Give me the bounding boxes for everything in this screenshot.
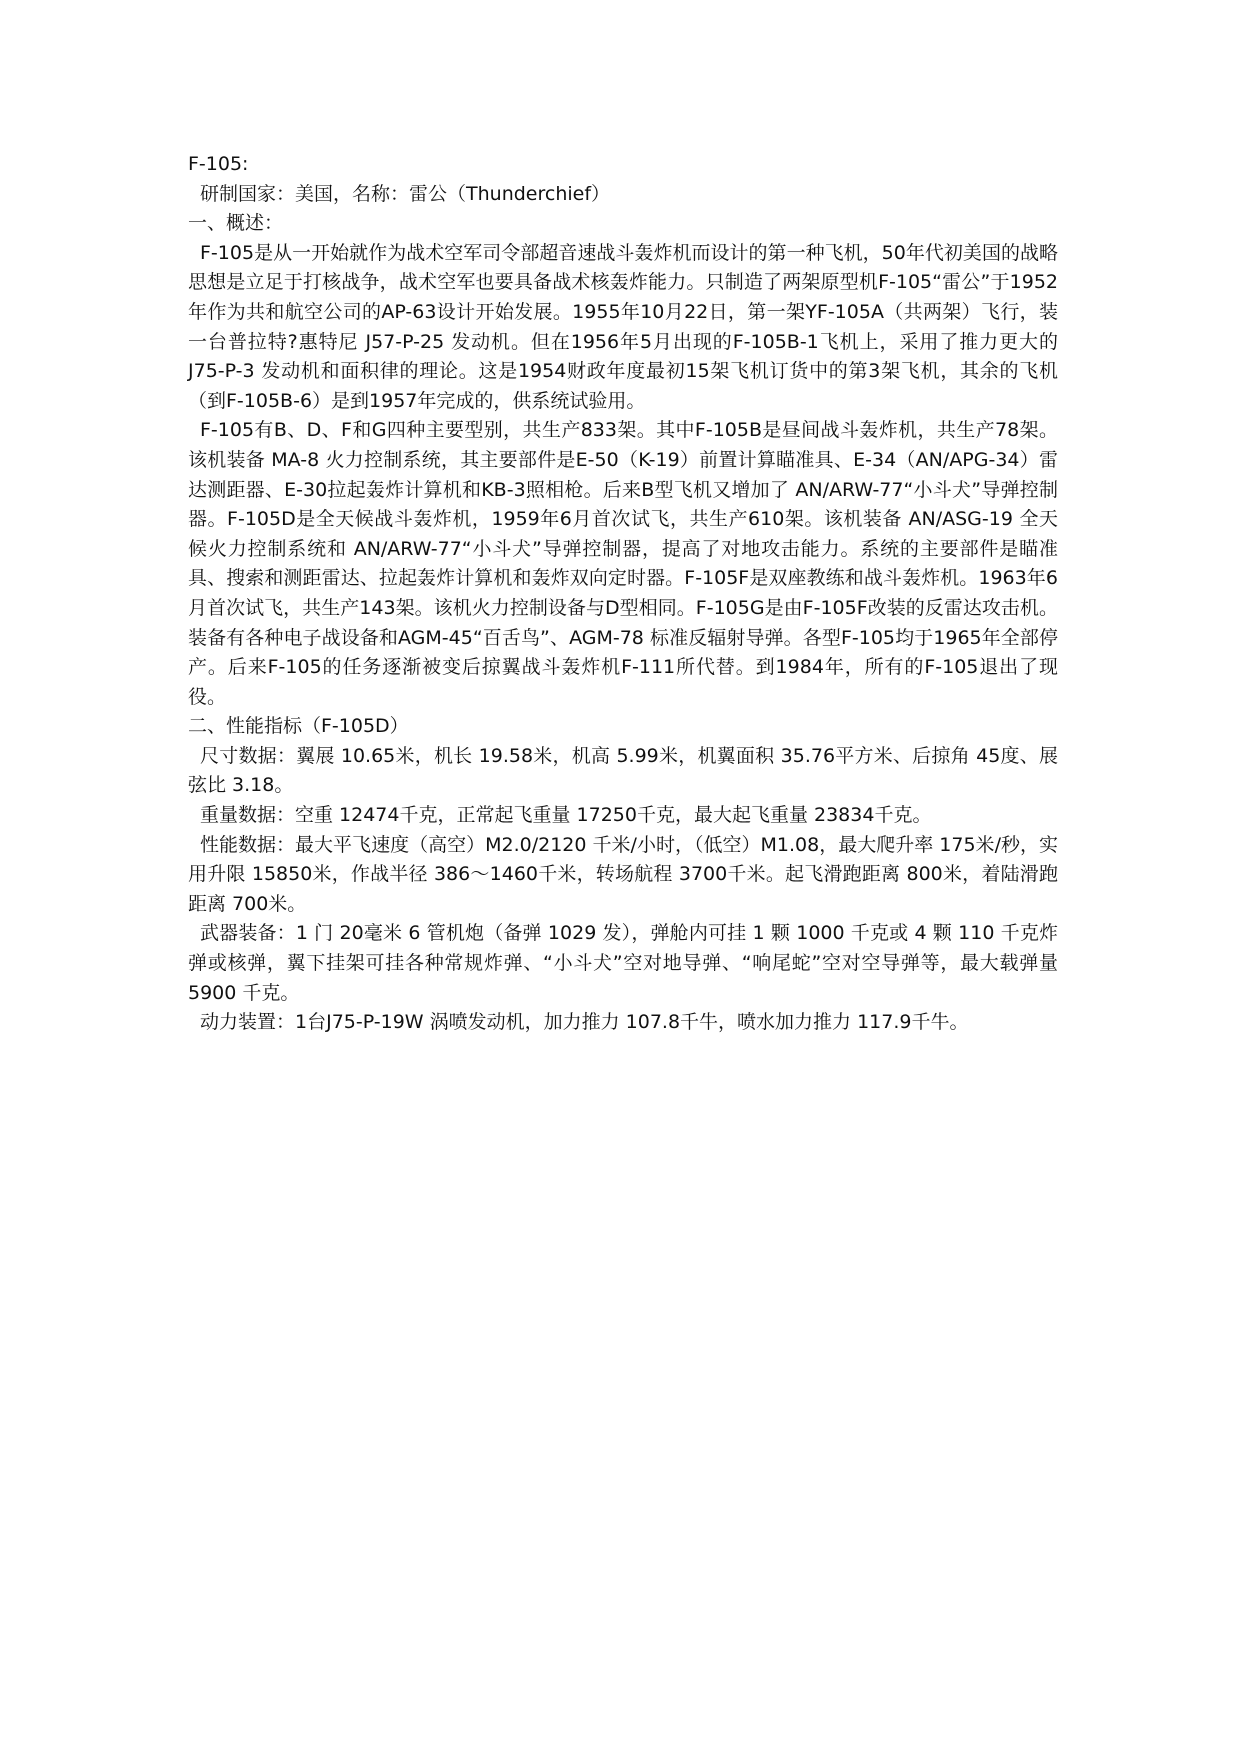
- section-heading-overview: 一、概述：: [188, 212, 284, 235]
- overview-paragraph-2: F-105有B、D、F和G四种主要型别，共生产833架。其中F-105B是昼间战斗轰炸机，共生产78架。该机装备 MA-8 火力控制系统，其主要部件是E-50（K-19）前置计算瞄准具、E-34（AN/APG-34）雷达测距器、E-30拉起轰炸计算机和KB-3照相枪。后来B型飞机又增加了 AN/ARW-77“小斗犬”导弹控制器。F-105D是全天候战斗轰炸机，1959年6月首次试飞，共生产610架。该机装备 AN/ASG-19 全天候火力控制系统和 AN/ARW-77“小斗犬”导弹控制器，提高了对地攻击能力。系统的主要部件是瞄准具、搜索和测距雷达、拉起轰炸计算机和轰炸双向定时器。F-105F是双座教练和战斗轰炸机。1963年6月首次试飞，共生产143架。该机火力控制设备与D型相同。F-105G是由F-105F改装的反雷达攻击机。装备有各种电子战设备和AGM-45“百舌鸟”、AGM-78 标准反辐射导弹。各型F-105均于1965年全部停产。后来F-105的任务逐渐被变后掠翼战斗轰炸机F-111所代替。到1984年，所有的F-105退出了现役。: [188, 419, 1058, 708]
- section-heading-performance: 二、性能指标（F-105D）: [188, 715, 409, 738]
- overview-paragraph-1: F-105是从一开始就作为战术空军司令部超音速战斗轰炸机而设计的第一种飞机，50年代初美国的战略思想是立足于打核战争，战术空军也要具备战术核轰炸能力。只制造了两架原型机F-105“雷公”于1952年作为共和航空公司的AP-63设计开始发展。1955年10月22日，第一架YF-105A（共两架）飞行，装一台普拉特?惠特尼 J57-P-25 发动机。但在1956年5月出现的F-105B-1飞机上，采用了推力更大的 J75-P-3 发动机和面积律的理论。这是1954财政年度最初15架飞机订货中的第3架飞机，其余的飞机（到F-105B-6）是到1957年完成的，供系统试验用。: [188, 241, 1058, 412]
- document-title: F-105:: [188, 153, 249, 175]
- performance-paragraph: 性能数据：最大平飞速度（高空）M2.0/2120 千米/小时，（低空）M1.08，最大爬升率 175米/秒，实用升限 15850米，作战半径 386～1460千米，转场航程 3700千米。起飞滑跑距离 800米，着陆滑跑距离 700米。: [188, 833, 1058, 915]
- origin-line: 研制国家：美国，名称：雷公（Thunderchief）: [200, 182, 611, 205]
- document-page: [188, 150, 1058, 1038]
- weights-paragraph: 重量数据：空重 12474千克，正常起飞重量 17250千克，最大起飞重量 23834千克。: [200, 804, 932, 827]
- dimensions-paragraph: 尺寸数据：翼展 10.65米，机长 19.58米，机高 5.99米，机翼面积 35.76平方米、后掠角 45度、展弦比 3.18。: [188, 744, 1058, 797]
- powerplant-paragraph: 动力装置：1台J75-P-19W 涡喷发动机，加力推力 107.8千牛，喷水加力推力 117.9千牛。: [200, 1011, 969, 1034]
- armament-paragraph: 武器装备：1 门 20毫米 6 管机炮（备弹 1029 发），弹舱内可挂 1 颗 1000 千克或 4 颗 110 千克炸弹或核弹，翼下挂架可挂各种常规炸弹、“小斗犬”空对地导弹、“响尾蛇”空对空导弹等，最大载弹量 5900 千克。: [188, 922, 1058, 1004]
